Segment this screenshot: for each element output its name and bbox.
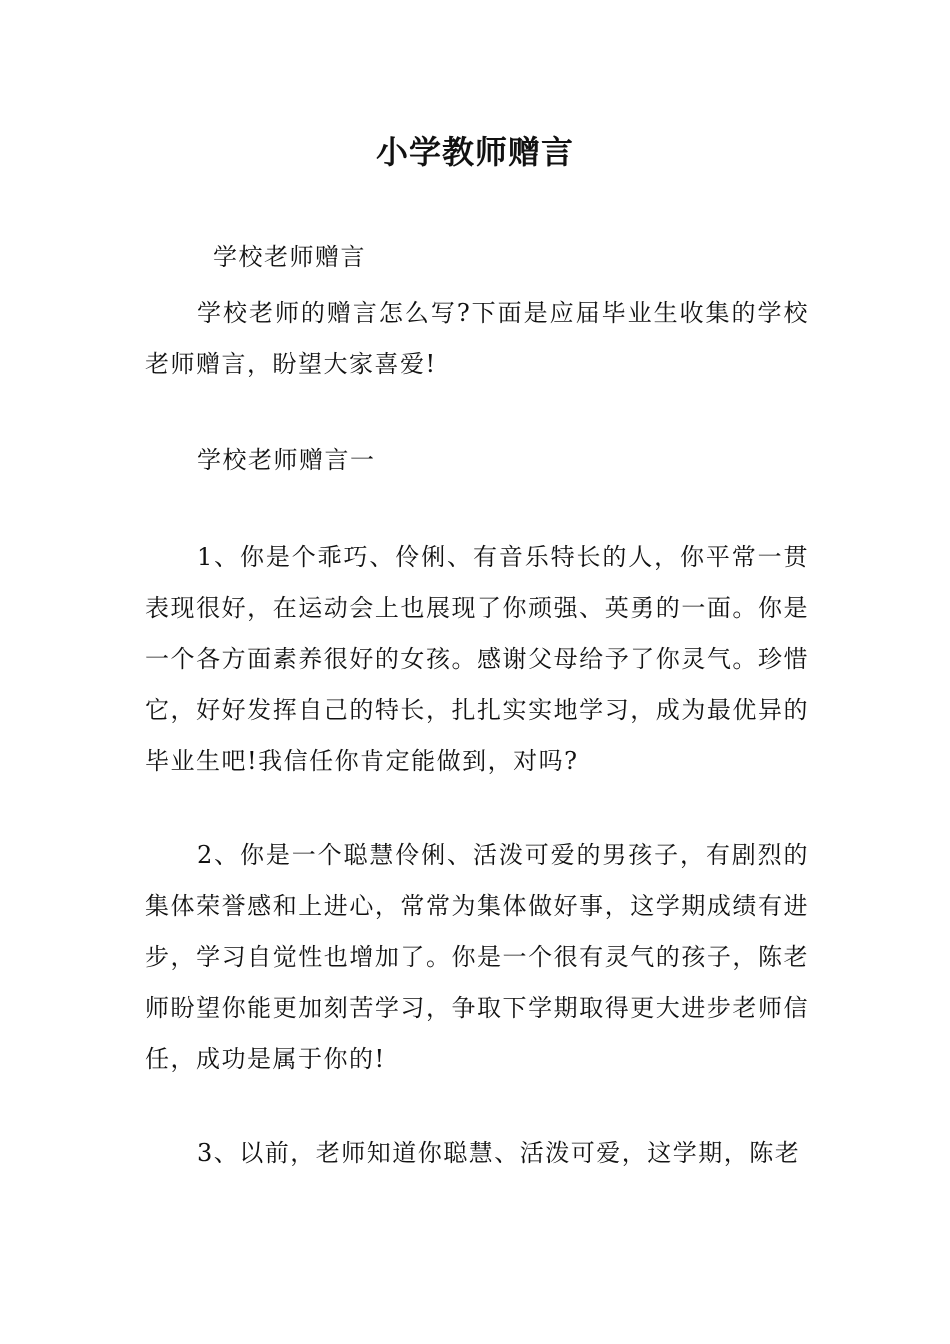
intro-paragraph: 学校老师的赠言怎么写?下面是应届毕业生收集的学校老师赠言，盼望大家喜爱! <box>145 299 809 378</box>
item-paragraph-3: 3、以前，老师知道你聪慧、活泼可爱，这学期，陈老 <box>197 1139 801 1167</box>
document-subtitle: 学校老师赠言 <box>213 243 366 271</box>
item-paragraph-1: 1、你是个乖巧、伶俐、有音乐特长的人，你平常一贯表现很好，在运动会上也展现了你顽强、英勇的一面。你是一个各方面素养很好的女孩。感谢父母给予了你灵气。珍惜它，好好发挥自己的特长，扎扎实实地学习，成为最优异的毕业生吧!我信任你肯定能做到，对吗? <box>145 543 809 775</box>
document-title: 小学教师赠言 <box>375 133 574 171</box>
item-paragraph-2: 2、你是一个聪慧伶俐、活泼可爱的男孩子，有剧烈的集体荣誉感和上进心，常常为集体做好事，这学期成绩有进步，学习自觉性也增加了。你是一个很有灵气的孩子，陈老师盼望你能更加刻苦学习，争取下学期取得更大进步老师信任，成功是属于你的! <box>145 841 809 1073</box>
section-heading: 学校老师赠言一 <box>197 446 376 474</box>
